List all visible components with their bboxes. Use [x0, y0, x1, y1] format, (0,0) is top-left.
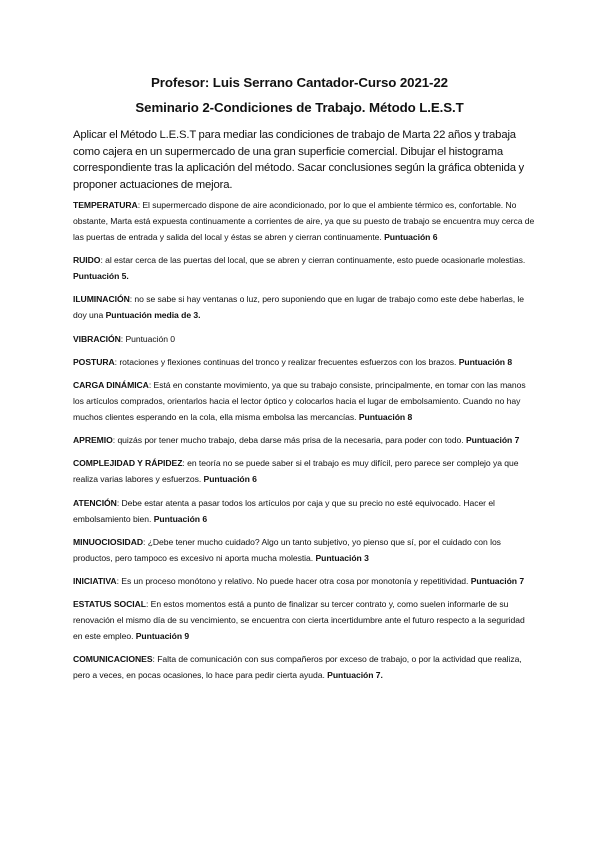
criterion-minuociosidad: [73, 534, 536, 566]
criterion-text: : En estos momentos está a punto de finalizar su tercer contrato y, como suelen informarle de su renovación el mismo día de su vencimiento, se encuentra con cierta incertidumbre ante el futuro respecto a la seguridad en este empleo.: [73, 599, 525, 642]
criterion-postura: [73, 354, 536, 370]
criterion-score: Puntuación 6: [153, 513, 208, 524]
criterion-temperatura: [73, 197, 536, 245]
criterion-atencion: [73, 495, 536, 527]
criterion-term: ESTATUS SOCIAL: [73, 599, 146, 610]
criterion-iluminacion: [73, 291, 536, 323]
criterion-score: Puntuación 7: [470, 575, 525, 586]
criterion-text: : Debe estar atenta a pasar todos los artículos por caja y que su precio no esté equivocado. Hacer el embolsamiento bien.: [73, 497, 495, 524]
criterion-text: : ¿Debe tener mucho cuidado? Algo un tanto subjetivo, yo pienso que sí, por el cuidado con los productos, pero tampoco es excesivo ni aporta mucha molestia.: [73, 536, 501, 563]
criterion-score: Puntuación 9: [135, 631, 190, 642]
criterion-term: COMUNICACIONES: [73, 654, 153, 665]
criterion-comunicaciones: [73, 651, 536, 683]
criterion-apremio: [73, 432, 536, 448]
criterion-term: VIBRACIÓN: [73, 333, 121, 344]
criterion-term: ILUMINACIÓN: [73, 294, 130, 305]
criterion-score: Puntuación 7: [465, 435, 520, 446]
criteria-list: [73, 197, 536, 690]
criterion-score: Puntuación 8: [358, 411, 413, 422]
criterion-text: : El supermercado dispone de aire acondicionado, por lo que el ambiente térmico es, confortable. No obstante, Marta está expuesta continuamente a corrientes de aire, ya que su puesto de trabajo se encuentra muy cerca de las puertas de entrada y salida del local y éstas se abren y cierran continuamente.: [73, 200, 535, 242]
criterion-score: Puntuación 8: [458, 356, 513, 367]
criterion-term: APREMIO: [73, 435, 113, 446]
header-professor-course: Profesor: Luis Serrano Cantador-Curso 2021-22: [151, 75, 448, 90]
criterion-carga-dinamica: [73, 377, 536, 425]
criterion-text: : rotaciones y flexiones continuas del tronco y realizar frecuentes esfuerzos con los brazos.: [114, 356, 459, 367]
criterion-term: CARGA DINÁMICA: [73, 379, 149, 390]
criterion-vibracion: [73, 331, 536, 347]
header-seminar-title: Seminario 2-Condiciones de Trabajo. Método L.E.S.T: [135, 100, 464, 115]
criterion-score: Puntuación 3: [315, 552, 369, 563]
criterion-term: INICIATIVA: [73, 575, 117, 586]
criterion-text: : al estar cerca de las puertas del local, que se abren y cierran continuamente, esto puede ocasionarle molestias.: [100, 255, 526, 266]
criterion-complejidad-rapidez: [73, 455, 536, 487]
criterion-estatus-social: [73, 596, 536, 644]
criterion-score: Puntuación media de 3.: [105, 310, 201, 321]
criterion-text: : no se sabe si hay ventanas o luz, pero suponiendo que en lugar de trabajo como este debe haberlas, le doy una: [73, 294, 525, 321]
criterion-score: Puntuación 7.: [327, 670, 383, 681]
criterion-term: TEMPERATURA: [73, 200, 138, 210]
criterion-score: Puntuación 6: [203, 474, 257, 485]
intro-paragraph: Aplicar el Método L.E.S.T para mediar las condiciones de trabajo de Marta 22 años y trabaja como cajera en un supermercado de una gran superficie comercial. Dibujar el histograma correspondiente tras la aplicación del método. Sacar conclusiones según la gráfica obtenida y proponer actuaciones de mejora.: [73, 129, 524, 191]
criterion-ruido: [73, 252, 536, 284]
criterion-text: : quizás por tener mucho trabajo, deba darse más prisa de la necesaria, para poder con todo.: [112, 435, 466, 446]
criterion-score: Puntuación 6: [384, 232, 438, 242]
criterion-text: : en teoría no se puede saber si el trabajo es muy difícil, pero parece ser complejo ya que realiza varias labores y esfuerzos.: [73, 458, 519, 485]
criterion-text: : Falta de comunicación con sus compañeros por exceso de trabajo, o por la actividad que realiza, pero a veces, en pocas ocasiones, lo hace para pedir cierta ayuda.: [73, 654, 522, 681]
criterion-score: Puntuación 5.: [73, 271, 129, 282]
criterion-text: : Es un proceso monótono y relativo. No puede hacer otra cosa por monotonía y repetitividad.: [116, 575, 471, 586]
criterion-term: ATENCIÓN: [73, 497, 117, 508]
criterion-term: POSTURA: [73, 356, 115, 367]
criterion-iniciativa: [73, 573, 536, 589]
criterion-text: : Está en constante movimiento, ya que su trabajo consiste, principalmente, en tomar con las manos los artículos comprados, orientarlos hacia el lector óptico y colocarlos hacia el lugar de embolsamiento. Cuando no hay muchos clientes esperando en la cola, ella misma embolsa las mercancías.: [73, 379, 526, 422]
criterion-term: MINUOCIOSIDAD: [73, 536, 144, 547]
criterion-text: : Puntuación 0: [120, 333, 176, 344]
criterion-term: RUIDO: [73, 255, 101, 266]
criterion-term: COMPLEJIDAD Y RÁPIDEZ: [73, 458, 183, 469]
